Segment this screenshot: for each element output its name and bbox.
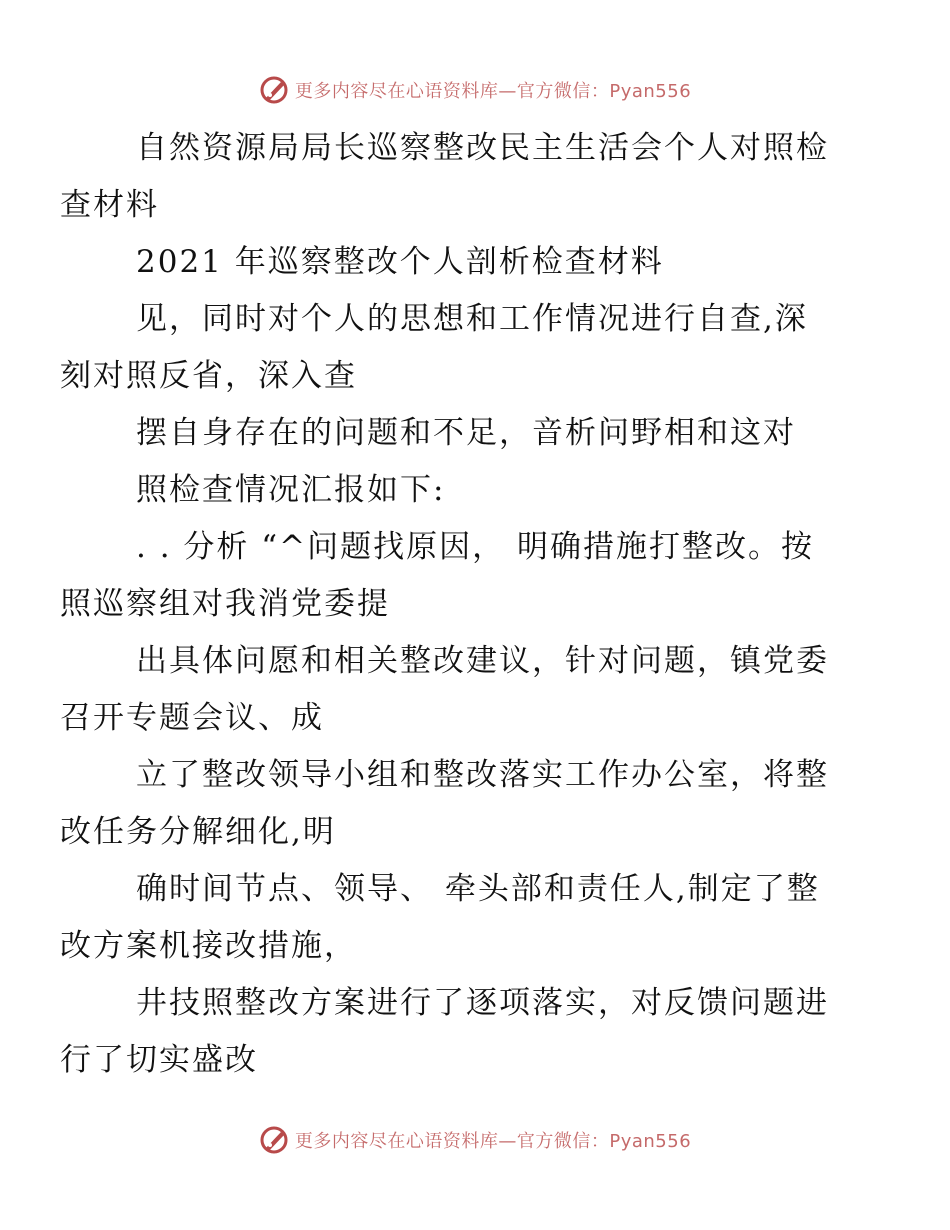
document-paragraph bbox=[0, 462, 950, 519]
footer-watermark bbox=[0, 1120, 950, 1160]
paragraph-line: 照检查情况汇报如下: bbox=[136, 472, 446, 508]
document-body bbox=[0, 120, 950, 1089]
paragraph-line: 立了整改领导小组和整改落实工作办公室，将整 bbox=[136, 757, 829, 793]
pen-circle-icon bbox=[259, 75, 289, 105]
paragraph-line: 召开专题会议、成 bbox=[60, 700, 324, 736]
paragraph-line: 见，同时对个人的思想和工作情况进行自查,深 bbox=[136, 301, 808, 337]
document-paragraph bbox=[0, 120, 950, 234]
paragraph-line: 刻对照反省，深入查 bbox=[60, 358, 357, 394]
document-paragraph bbox=[0, 633, 950, 747]
paragraph-line: 查材料 bbox=[60, 187, 159, 223]
paragraph-line: 行了切实盛改 bbox=[60, 1042, 258, 1078]
header-watermark bbox=[0, 70, 950, 110]
document-paragraph bbox=[0, 861, 950, 975]
paragraph-line: 自然资源局局长巡察整改民主生活会个人对照检 bbox=[136, 130, 829, 166]
document-paragraph bbox=[0, 291, 950, 405]
paragraph-line: 改方案机接改措施， bbox=[60, 928, 357, 964]
paragraph-line: 2021 年巡察整改个人剖析检查材料 bbox=[136, 244, 664, 280]
paragraph-line: 出具体问愿和相关整改建议，针对问题，镇党委 bbox=[136, 643, 829, 679]
document-paragraph bbox=[0, 519, 950, 633]
header-watermark-text: 更多内容尽在心语资料库—官方微信：Pyan556 bbox=[294, 81, 692, 102]
paragraph-line: 摆自身存在的问题和不足，音析问野相和这对 bbox=[136, 415, 796, 451]
document-paragraph bbox=[0, 234, 950, 291]
paragraph-line: 确时间节点、领导、 牵头部和责任人,制定了整 bbox=[136, 871, 820, 907]
footer-watermark-text: 更多内容尽在心语资料库—官方微信：Pyan556 bbox=[294, 1131, 692, 1152]
document-paragraph bbox=[0, 747, 950, 861]
paragraph-line: 改任务分解细化,明 bbox=[60, 814, 336, 850]
document-paragraph bbox=[0, 975, 950, 1089]
paragraph-line: 井技照整改方案进行了逐项落实，对反馈问题进 bbox=[136, 985, 829, 1021]
document-paragraph bbox=[0, 405, 950, 462]
paragraph-line: . . 分析 “^问题找原因， 明确措施打整改。按 bbox=[136, 529, 814, 565]
pen-circle-icon bbox=[259, 1125, 289, 1155]
paragraph-line: 照巡察组对我消党委提 bbox=[60, 586, 390, 622]
